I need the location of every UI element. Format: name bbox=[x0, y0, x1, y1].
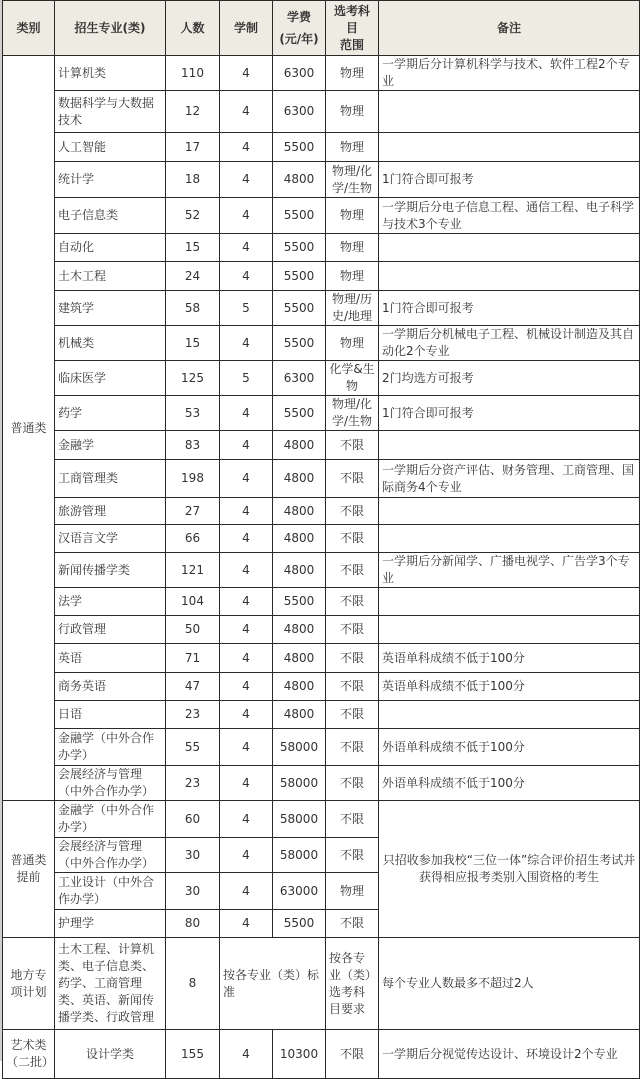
note-cell bbox=[379, 498, 640, 525]
header-fee-line2: (元/年) bbox=[279, 32, 319, 46]
header-major: 招生专业(类) bbox=[55, 1, 166, 56]
subjects-cell: 不限 bbox=[326, 431, 379, 460]
years-cell: 4 bbox=[220, 701, 273, 729]
years-cell: 4 bbox=[220, 644, 273, 673]
major-cell: 临床医学 bbox=[55, 361, 166, 396]
table-row bbox=[3, 525, 640, 553]
note-cell: 每个专业人数最多不超过2人 bbox=[379, 938, 640, 1030]
note-cell bbox=[379, 234, 640, 262]
count-cell: 83 bbox=[166, 431, 220, 460]
major-cell: 护理学 bbox=[55, 910, 166, 938]
subjects-cell: 不限 bbox=[326, 498, 379, 525]
table-row bbox=[3, 91, 640, 133]
fee-cell: 5500 bbox=[273, 588, 326, 616]
subjects-cell: 不限 bbox=[326, 838, 379, 873]
major-cell: 汉语言文学 bbox=[55, 525, 166, 553]
header-subjects-line1: 选考科目 bbox=[333, 3, 370, 35]
subjects-cell: 物理 bbox=[326, 262, 379, 291]
years-cell: 4 bbox=[220, 873, 273, 910]
subjects-cell: 不限 bbox=[326, 729, 379, 766]
shared-note-cell: 只招收参加我校“三位一体”综合评价招生考试并获得相应报考类别入围资格的考生 bbox=[379, 801, 640, 938]
table-row bbox=[3, 766, 640, 801]
count-cell: 80 bbox=[166, 910, 220, 938]
count-cell: 121 bbox=[166, 553, 220, 588]
fee-cell: 6300 bbox=[273, 361, 326, 396]
subjects-cell: 物理/化学/生物 bbox=[326, 162, 379, 198]
count-cell: 27 bbox=[166, 498, 220, 525]
major-cell: 商务英语 bbox=[55, 673, 166, 701]
subjects-cell: 不限 bbox=[326, 1030, 379, 1079]
category-cell: 地方专项计划 bbox=[3, 938, 55, 1030]
years-cell: 4 bbox=[220, 838, 273, 873]
years-cell: 4 bbox=[220, 91, 273, 133]
table-row bbox=[3, 361, 640, 396]
category-cell: 普通类 bbox=[3, 56, 55, 801]
fee-cell: 4800 bbox=[273, 673, 326, 701]
note-cell bbox=[379, 588, 640, 616]
note-cell: 一学期后分计算机科学与技术、软件工程2个专业 bbox=[379, 56, 640, 91]
count-cell: 60 bbox=[166, 801, 220, 838]
subjects-cell: 不限 bbox=[326, 525, 379, 553]
table-row bbox=[3, 801, 640, 838]
years-cell: 4 bbox=[220, 910, 273, 938]
count-cell: 12 bbox=[166, 91, 220, 133]
subjects-cell: 物理 bbox=[326, 91, 379, 133]
count-cell: 30 bbox=[166, 838, 220, 873]
count-cell: 15 bbox=[166, 234, 220, 262]
note-cell: 外语单科成绩不低于100分 bbox=[379, 729, 640, 766]
table-row bbox=[3, 326, 640, 361]
table-row bbox=[3, 431, 640, 460]
count-cell: 66 bbox=[166, 525, 220, 553]
header-subjects bbox=[326, 1, 379, 56]
table-row bbox=[3, 616, 640, 644]
major-cell: 工商管理类 bbox=[55, 460, 166, 498]
table-row bbox=[3, 56, 640, 91]
years-cell: 4 bbox=[220, 262, 273, 291]
major-cell: 金融学 bbox=[55, 431, 166, 460]
count-cell: 15 bbox=[166, 326, 220, 361]
fee-cell: 58000 bbox=[273, 838, 326, 873]
note-cell bbox=[379, 431, 640, 460]
fee-cell: 6300 bbox=[273, 56, 326, 91]
years-cell: 4 bbox=[220, 616, 273, 644]
header-years: 学制 bbox=[220, 1, 273, 56]
header-fee bbox=[273, 1, 326, 56]
count-cell: 52 bbox=[166, 198, 220, 234]
count-cell: 125 bbox=[166, 361, 220, 396]
subjects-cell: 不限 bbox=[326, 910, 379, 938]
major-cell: 工业设计（中外合作办学） bbox=[55, 873, 166, 910]
major-cell: 行政管理 bbox=[55, 616, 166, 644]
note-cell: 一学期后分机械电子工程、机械设计制造及其自动化2个专业 bbox=[379, 326, 640, 361]
table-row bbox=[3, 673, 640, 701]
fee-cell: 63000 bbox=[273, 873, 326, 910]
header-subjects-line2: 范围 bbox=[339, 37, 364, 52]
table-row bbox=[3, 729, 640, 766]
subjects-cell: 物理/历史/地理 bbox=[326, 291, 379, 326]
count-cell: 8 bbox=[166, 938, 220, 1030]
fee-cell: 4800 bbox=[273, 701, 326, 729]
fee-cell: 5500 bbox=[273, 198, 326, 234]
subjects-cell: 物理 bbox=[326, 133, 379, 162]
major-cell: 新闻传播学类 bbox=[55, 553, 166, 588]
subjects-cell: 不限 bbox=[326, 673, 379, 701]
header-count: 人数 bbox=[166, 1, 220, 56]
fee-cell: 4800 bbox=[273, 162, 326, 198]
table-row bbox=[3, 588, 640, 616]
major-cell: 机械类 bbox=[55, 326, 166, 361]
subjects-cell: 物理/化学/生物 bbox=[326, 396, 379, 431]
major-cell: 日语 bbox=[55, 701, 166, 729]
fee-cell: 5500 bbox=[273, 262, 326, 291]
note-cell bbox=[379, 616, 640, 644]
count-cell: 155 bbox=[166, 1030, 220, 1079]
category-cell: 艺术类（二批） bbox=[3, 1030, 55, 1079]
count-cell: 110 bbox=[166, 56, 220, 91]
years-cell: 4 bbox=[220, 326, 273, 361]
count-cell: 198 bbox=[166, 460, 220, 498]
major-cell: 建筑学 bbox=[55, 291, 166, 326]
fee-cell: 4800 bbox=[273, 498, 326, 525]
subjects-cell: 不限 bbox=[326, 701, 379, 729]
category-cell: 普通类提前 bbox=[3, 801, 55, 938]
note-cell: 一学期后分视觉传达设计、环境设计2个专业 bbox=[379, 1030, 640, 1079]
table-body bbox=[3, 56, 640, 1079]
note-cell bbox=[379, 91, 640, 133]
subjects-cell: 不限 bbox=[326, 801, 379, 838]
fee-cell: 4800 bbox=[273, 553, 326, 588]
fee-cell: 58000 bbox=[273, 729, 326, 766]
count-cell: 53 bbox=[166, 396, 220, 431]
fee-cell: 5500 bbox=[273, 326, 326, 361]
subjects-cell: 按各专业（类）选考科目要求 bbox=[326, 938, 379, 1030]
major-cell: 人工智能 bbox=[55, 133, 166, 162]
years-cell: 4 bbox=[220, 673, 273, 701]
note-cell: 2门均选方可报考 bbox=[379, 361, 640, 396]
count-cell: 71 bbox=[166, 644, 220, 673]
table-row bbox=[3, 234, 640, 262]
years-cell: 4 bbox=[220, 133, 273, 162]
years-fee-cell: 按各专业（类）标准 bbox=[220, 938, 326, 1030]
years-cell: 4 bbox=[220, 1030, 273, 1079]
count-cell: 30 bbox=[166, 873, 220, 910]
fee-cell: 5500 bbox=[273, 910, 326, 938]
fee-cell: 5500 bbox=[273, 133, 326, 162]
table-row bbox=[3, 644, 640, 673]
years-cell: 5 bbox=[220, 291, 273, 326]
note-cell: 1门符合即可报考 bbox=[379, 162, 640, 198]
fee-cell: 4800 bbox=[273, 460, 326, 498]
table-row bbox=[3, 553, 640, 588]
major-cell: 金融学（中外合作办学） bbox=[55, 729, 166, 766]
note-cell bbox=[379, 525, 640, 553]
note-cell: 1门符合即可报考 bbox=[379, 396, 640, 431]
header-fee-line1: 学费 bbox=[286, 10, 311, 24]
fee-cell: 58000 bbox=[273, 801, 326, 838]
table-row bbox=[3, 396, 640, 431]
years-cell: 4 bbox=[220, 234, 273, 262]
subjects-cell: 物理 bbox=[326, 873, 379, 910]
fee-cell: 6300 bbox=[273, 91, 326, 133]
header-row bbox=[3, 1, 640, 56]
subjects-cell: 不限 bbox=[326, 588, 379, 616]
subjects-cell: 不限 bbox=[326, 553, 379, 588]
table-row bbox=[3, 938, 640, 1030]
note-cell: 英语单科成绩不低于100分 bbox=[379, 644, 640, 673]
count-cell: 17 bbox=[166, 133, 220, 162]
years-cell: 4 bbox=[220, 396, 273, 431]
major-cell: 土木工程、计算机类、电子信息类、药学、工商管理类、英语、新闻传播学类、行政管理 bbox=[55, 938, 166, 1030]
table-row bbox=[3, 1030, 640, 1079]
major-cell: 电子信息类 bbox=[55, 198, 166, 234]
major-cell: 会展经济与管理（中外合作办学） bbox=[55, 766, 166, 801]
major-cell: 法学 bbox=[55, 588, 166, 616]
fee-cell: 4800 bbox=[273, 644, 326, 673]
years-cell: 4 bbox=[220, 198, 273, 234]
note-cell bbox=[379, 262, 640, 291]
major-cell: 英语 bbox=[55, 644, 166, 673]
major-cell: 会展经济与管理（中外合作办学） bbox=[55, 838, 166, 873]
count-cell: 55 bbox=[166, 729, 220, 766]
years-cell: 4 bbox=[220, 498, 273, 525]
subjects-cell: 物理 bbox=[326, 56, 379, 91]
note-cell: 一学期后分资产评估、财务管理、工商管理、国际商务4个专业 bbox=[379, 460, 640, 498]
count-cell: 50 bbox=[166, 616, 220, 644]
subjects-cell: 化学&生物 bbox=[326, 361, 379, 396]
years-cell: 4 bbox=[220, 162, 273, 198]
fee-cell: 5500 bbox=[273, 291, 326, 326]
count-cell: 47 bbox=[166, 673, 220, 701]
subjects-cell: 不限 bbox=[326, 644, 379, 673]
note-cell: 一学期后分新闻学、广播电视学、广告学3个专业 bbox=[379, 553, 640, 588]
count-cell: 104 bbox=[166, 588, 220, 616]
major-cell: 设计学类 bbox=[55, 1030, 166, 1079]
fee-cell: 4800 bbox=[273, 616, 326, 644]
table-row bbox=[3, 701, 640, 729]
years-cell: 4 bbox=[220, 56, 273, 91]
enrollment-table bbox=[2, 0, 640, 1079]
years-cell: 4 bbox=[220, 766, 273, 801]
table-row bbox=[3, 460, 640, 498]
fee-cell: 5500 bbox=[273, 396, 326, 431]
fee-cell: 5500 bbox=[273, 234, 326, 262]
years-cell: 5 bbox=[220, 361, 273, 396]
major-cell: 数据科学与大数据技术 bbox=[55, 91, 166, 133]
major-cell: 旅游管理 bbox=[55, 498, 166, 525]
note-cell: 英语单科成绩不低于100分 bbox=[379, 673, 640, 701]
major-cell: 金融学（中外合作办学） bbox=[55, 801, 166, 838]
note-cell: 外语单科成绩不低于100分 bbox=[379, 766, 640, 801]
subjects-cell: 不限 bbox=[326, 766, 379, 801]
years-cell: 4 bbox=[220, 729, 273, 766]
note-cell bbox=[379, 701, 640, 729]
subjects-cell: 物理 bbox=[326, 234, 379, 262]
fee-cell: 4800 bbox=[273, 431, 326, 460]
table-row bbox=[3, 262, 640, 291]
major-cell: 药学 bbox=[55, 396, 166, 431]
count-cell: 23 bbox=[166, 766, 220, 801]
count-cell: 24 bbox=[166, 262, 220, 291]
subjects-cell: 不限 bbox=[326, 616, 379, 644]
major-cell: 统计学 bbox=[55, 162, 166, 198]
years-cell: 4 bbox=[220, 588, 273, 616]
note-cell: 1门符合即可报考 bbox=[379, 291, 640, 326]
note-cell bbox=[379, 133, 640, 162]
count-cell: 18 bbox=[166, 162, 220, 198]
fee-cell: 10300 bbox=[273, 1030, 326, 1079]
header-category: 类别 bbox=[3, 1, 55, 56]
major-cell: 计算机类 bbox=[55, 56, 166, 91]
years-cell: 4 bbox=[220, 801, 273, 838]
subjects-cell: 不限 bbox=[326, 460, 379, 498]
count-cell: 23 bbox=[166, 701, 220, 729]
fee-cell: 4800 bbox=[273, 525, 326, 553]
count-cell: 58 bbox=[166, 291, 220, 326]
subjects-cell: 物理 bbox=[326, 198, 379, 234]
header-note: 备注 bbox=[379, 1, 640, 56]
years-cell: 4 bbox=[220, 431, 273, 460]
major-cell: 土木工程 bbox=[55, 262, 166, 291]
years-cell: 4 bbox=[220, 553, 273, 588]
note-cell: 一学期后分电子信息工程、通信工程、电子科学与技术3个专业 bbox=[379, 198, 640, 234]
major-cell: 自动化 bbox=[55, 234, 166, 262]
table-row bbox=[3, 198, 640, 234]
subjects-cell: 物理 bbox=[326, 326, 379, 361]
table-row bbox=[3, 133, 640, 162]
table-row bbox=[3, 498, 640, 525]
years-cell: 4 bbox=[220, 525, 273, 553]
table-row bbox=[3, 162, 640, 198]
years-cell: 4 bbox=[220, 460, 273, 498]
fee-cell: 58000 bbox=[273, 766, 326, 801]
table-row bbox=[3, 291, 640, 326]
